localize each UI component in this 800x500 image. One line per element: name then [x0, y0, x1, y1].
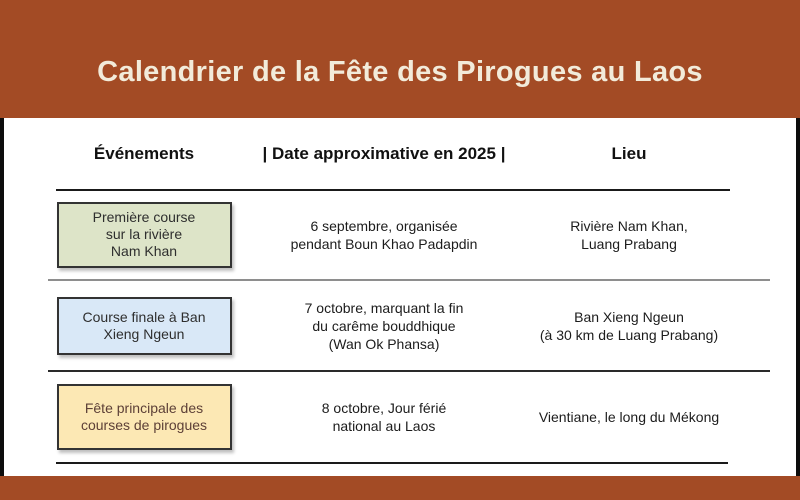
gutter	[4, 118, 54, 190]
table-bottom-rule	[56, 462, 728, 464]
header-banner	[0, 0, 800, 118]
table-row	[4, 281, 796, 370]
text-line: Première course	[92, 209, 196, 225]
text-line: (Wan Ok Phansa)	[328, 335, 440, 352]
lieu-cell	[534, 372, 724, 462]
gutter	[4, 372, 54, 462]
column-header-lieu: Lieu	[611, 144, 647, 163]
date-cell	[234, 281, 534, 370]
lieu-cell	[534, 281, 724, 370]
text-line: du carême bouddhique	[312, 317, 456, 334]
table-header-row	[4, 118, 796, 190]
date-cell	[234, 190, 534, 279]
text-line: Nam Khan	[110, 243, 178, 259]
page-title: Calendrier de la Fête des Pirogues au Laos	[97, 55, 703, 88]
text-line: (à 30 km de Luang Prabang)	[539, 326, 719, 343]
event-box	[57, 202, 232, 268]
text-line: Xieng Ngeun	[103, 325, 185, 342]
text-line: pendant Boun Khao Padapdin	[290, 235, 478, 252]
table-row	[4, 372, 796, 462]
text-line: courses de pirogues	[80, 417, 208, 433]
date-cell	[234, 372, 534, 462]
text-line: Luang Prabang	[581, 235, 677, 252]
gutter	[4, 281, 54, 370]
text-line: Course finale à Ban	[82, 308, 206, 325]
text-line: 8 octobre, Jour férié	[321, 400, 447, 416]
event-cell	[54, 190, 234, 279]
gutter	[4, 190, 54, 279]
event-cell	[54, 372, 234, 462]
text-line: Fête principale des	[84, 400, 204, 416]
table-row	[4, 190, 796, 279]
text-line: 7 octobre, marquant la fin	[304, 299, 464, 316]
column-header-date: | Date approximative en 2025 |	[262, 144, 506, 163]
text-line: Vientiane, le long du Mékong	[538, 409, 720, 425]
text-line: sur la rivière	[105, 226, 183, 242]
text-line: 6 septembre, organisée	[310, 217, 458, 234]
column-header-evenements: Événements	[93, 144, 195, 163]
text-line: national au Laos	[332, 418, 436, 434]
footer-banner	[0, 476, 800, 500]
text-line: Rivière Nam Khan,	[570, 217, 688, 234]
text-line: Ban Xieng Ngeun	[574, 308, 684, 325]
event-box	[57, 297, 232, 355]
event-cell	[54, 281, 234, 370]
event-box	[57, 384, 232, 450]
lieu-cell	[534, 190, 724, 279]
table-card	[4, 118, 796, 476]
